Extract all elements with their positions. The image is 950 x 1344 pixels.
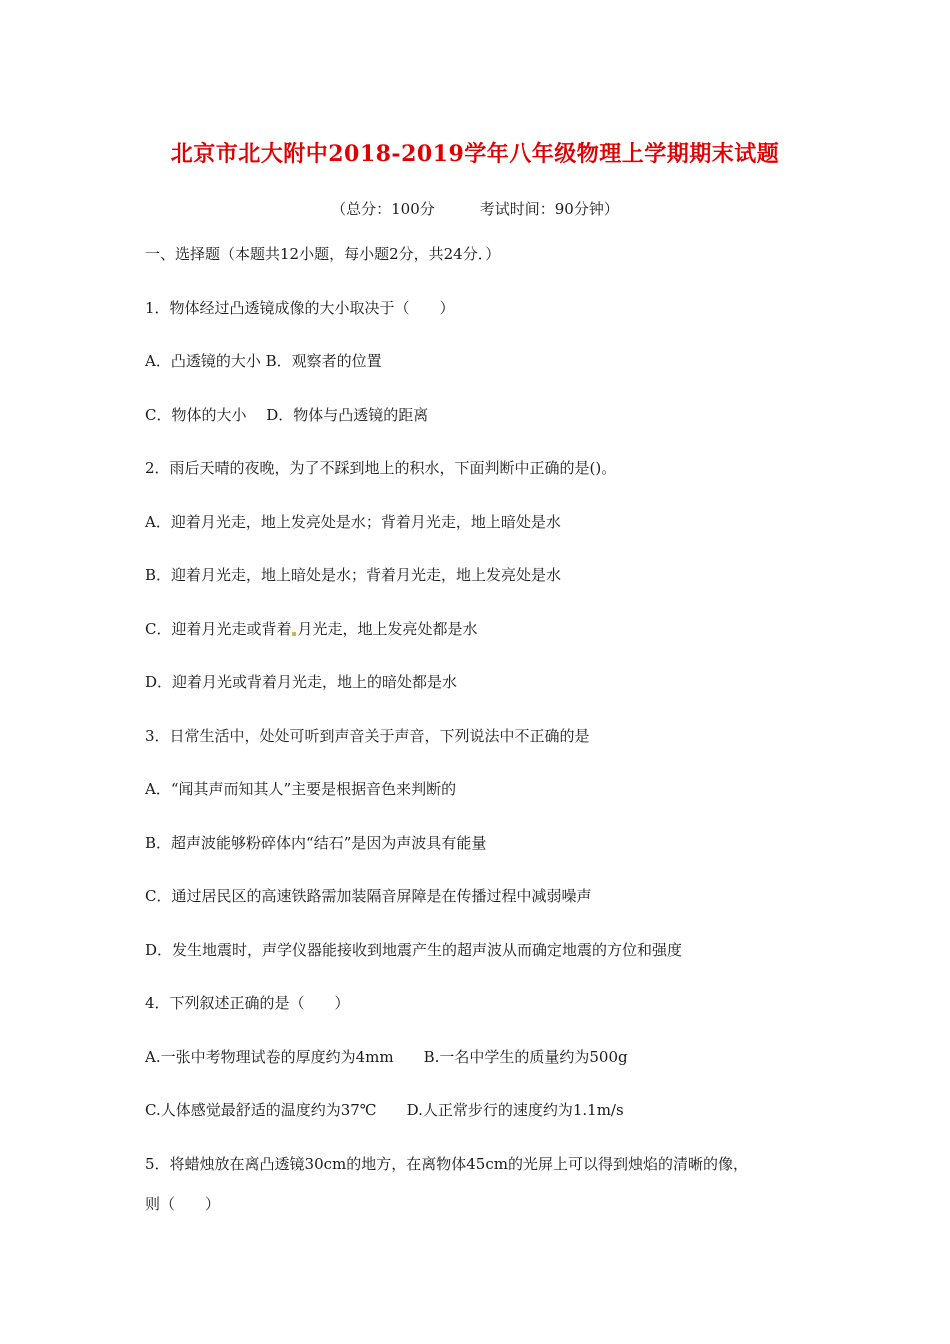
question-4-options-cd: C.人体感觉最舒适的温度约为37℃ D.人正常步行的速度约为1.1m/s [145, 1101, 624, 1119]
question-2-option-d: D．迎着月光或背着月光走，地上的暗处都是水 [145, 673, 458, 691]
option-c-text-start: C．迎着月光走或背着 [145, 620, 292, 638]
question-4-options-ab: A.一张中考物理试卷的厚度约为4mm B.一名中学生的质量约为500g [145, 1048, 628, 1066]
ink-mark [292, 632, 296, 636]
question-4-stem: 4．下列叙述正确的是（ ） [145, 994, 350, 1012]
option-c-text-end: 月光走，地上发亮处都是水 [297, 620, 478, 638]
question-2-option-a: A．迎着月光走，地上发亮处是水；背着月光走，地上暗处是水 [145, 513, 561, 531]
question-2-stem: 2．雨后天晴的夜晚，为了不踩到地上的积水，下面判断中正确的是()。 [145, 459, 617, 477]
question-3-option-c: C．通过居民区的高速铁路需加装隔音屏障是在传播过程中减弱噪声 [145, 887, 592, 905]
question-1-stem: 1．物体经过凸透镜成像的大小取决于（ ） [145, 299, 455, 317]
question-1-options-ab: A．凸透镜的大小 B．观察者的位置 [145, 352, 382, 370]
question-3-option-b: B．超声波能够粉碎体内“结石”是因为声波具有能量 [145, 834, 487, 852]
exam-info: （总分：100分 考试时间：90分钟） [331, 200, 619, 218]
question-5-stem-continued: 则（ ） [145, 1195, 221, 1213]
question-5-stem: 5．将蜡烛放在离凸透镜30cm的地方，在离物体45cm的光屏上可以得到烛焰的清晰的像， [145, 1155, 748, 1173]
question-1-options-cd: C．物体的大小 D．物体与凸透镜的距离 [145, 406, 429, 424]
question-3-option-a: A．“闻其声而知其人”主要是根据音色来判断的 [145, 780, 457, 798]
question-3-option-d: D．发生地震时，声学仪器能接收到地震产生的超声波从而确定地震的方位和强度 [145, 941, 683, 959]
section-heading: 一、选择题（本题共12小题，每小题2分，共24分．） [145, 245, 501, 263]
question-3-stem: 3．日常生活中，处处可听到声音关于声音，下列说法中不正确的是 [145, 727, 590, 745]
question-2-option-c [145, 618, 478, 639]
page-title: 北京市北大附中2018-2019学年八年级物理上学期期末试题 [170, 141, 780, 167]
question-2-option-b: B．迎着月光走，地上暗处是水；背着月光走，地上发亮处是水 [145, 566, 562, 584]
